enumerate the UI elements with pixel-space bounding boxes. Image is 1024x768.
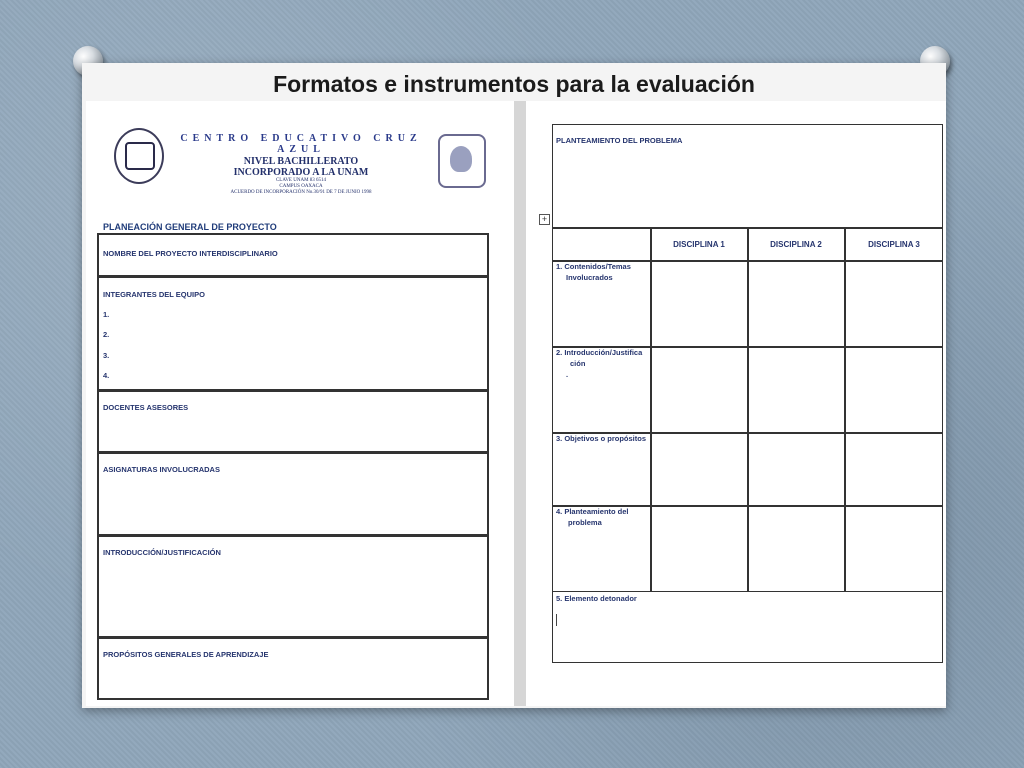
introduction-box[interactable] <box>97 535 489 638</box>
row-label-line: 3. Objetivos o propósitos <box>556 434 647 443</box>
row-label-objectives <box>556 433 646 444</box>
team-item: 3. <box>103 351 110 360</box>
subjects-label: ASIGNATURAS INVOLUCRADAS <box>103 465 220 474</box>
row-label-contents <box>556 261 631 283</box>
trigger-element-box[interactable] <box>552 591 943 663</box>
row-label-problem <box>556 506 629 528</box>
school-campus: CAMPUS OAXACA <box>279 184 323 189</box>
right-document-page <box>526 101 946 706</box>
unam-seal-icon <box>438 134 486 188</box>
table-move-handle-icon[interactable]: + <box>539 214 550 225</box>
row-label-line: 4. Planteamiento del <box>556 507 629 516</box>
column-header-discipline-2: DISCIPLINA 2 <box>770 240 822 249</box>
project-name-label: NOMBRE DEL PROYECTO INTERDISCIPLINARIO <box>103 249 278 258</box>
problem-statement-box[interactable] <box>552 124 943 228</box>
project-name-box[interactable] <box>97 233 489 277</box>
row-label-line: 1. Contenidos/Temas <box>556 262 631 271</box>
column-header-discipline-3: DISCIPLINA 3 <box>868 240 920 249</box>
text-cursor <box>556 614 557 626</box>
school-clave: CLAVE UNAM 83 6514 <box>275 178 327 183</box>
row-label-line: Involucrados <box>566 273 613 282</box>
school-incorporation: INCORPORADO A LA UNAM <box>233 167 369 178</box>
trigger-element-label: 5. Elemento detonador <box>556 594 637 603</box>
school-level: NIVEL BACHILLERATO <box>243 156 359 167</box>
row-label-line: ción <box>570 359 586 368</box>
team-item: 1. <box>103 310 110 319</box>
team-members-box[interactable] <box>97 276 489 391</box>
team-item: 2. <box>103 330 110 339</box>
school-agreement: ACUERDO DE INCORPORACIÓN No.30/91 DE 7 DE JUNIO 1998 <box>230 190 372 195</box>
school-name: CENTRO EDUCATIVO CRUZ AZUL <box>180 133 422 155</box>
table-divider <box>844 228 846 592</box>
form-title: PLANEACIÓN GENERAL DE PROYECTO <box>103 222 277 232</box>
row-label-introduction <box>556 347 642 380</box>
row-label-line: 2. Introducción/Justifica <box>556 348 643 357</box>
advisors-label: DOCENTES ASESORES <box>103 403 189 412</box>
left-document-page <box>86 101 514 706</box>
introduction-label: INTRODUCCIÓN/JUSTIFICACIÓN <box>103 548 221 557</box>
subjects-box[interactable] <box>97 452 489 536</box>
purposes-label: PROPÓSITOS GENERALES DE APRENDIZAJE <box>103 650 269 659</box>
row-label-line: . <box>566 370 569 379</box>
row-label-line: problema <box>568 518 602 527</box>
table-divider <box>747 228 749 592</box>
school-header <box>166 133 436 196</box>
purposes-box[interactable] <box>97 637 489 700</box>
team-members-label: INTEGRANTES DEL EQUIPO <box>103 290 205 299</box>
column-header-discipline-1: DISCIPLINA 1 <box>673 240 725 249</box>
team-item: 4. <box>103 371 110 380</box>
school-seal-icon <box>114 128 164 184</box>
table-divider <box>650 228 652 592</box>
problem-statement-label: PLANTEAMIENTO DEL PROBLEMA <box>556 136 683 145</box>
advisors-box[interactable] <box>97 390 489 453</box>
slide-title: Formatos e instrumentos para la evaluación <box>273 71 755 97</box>
page-gutter <box>514 101 526 706</box>
